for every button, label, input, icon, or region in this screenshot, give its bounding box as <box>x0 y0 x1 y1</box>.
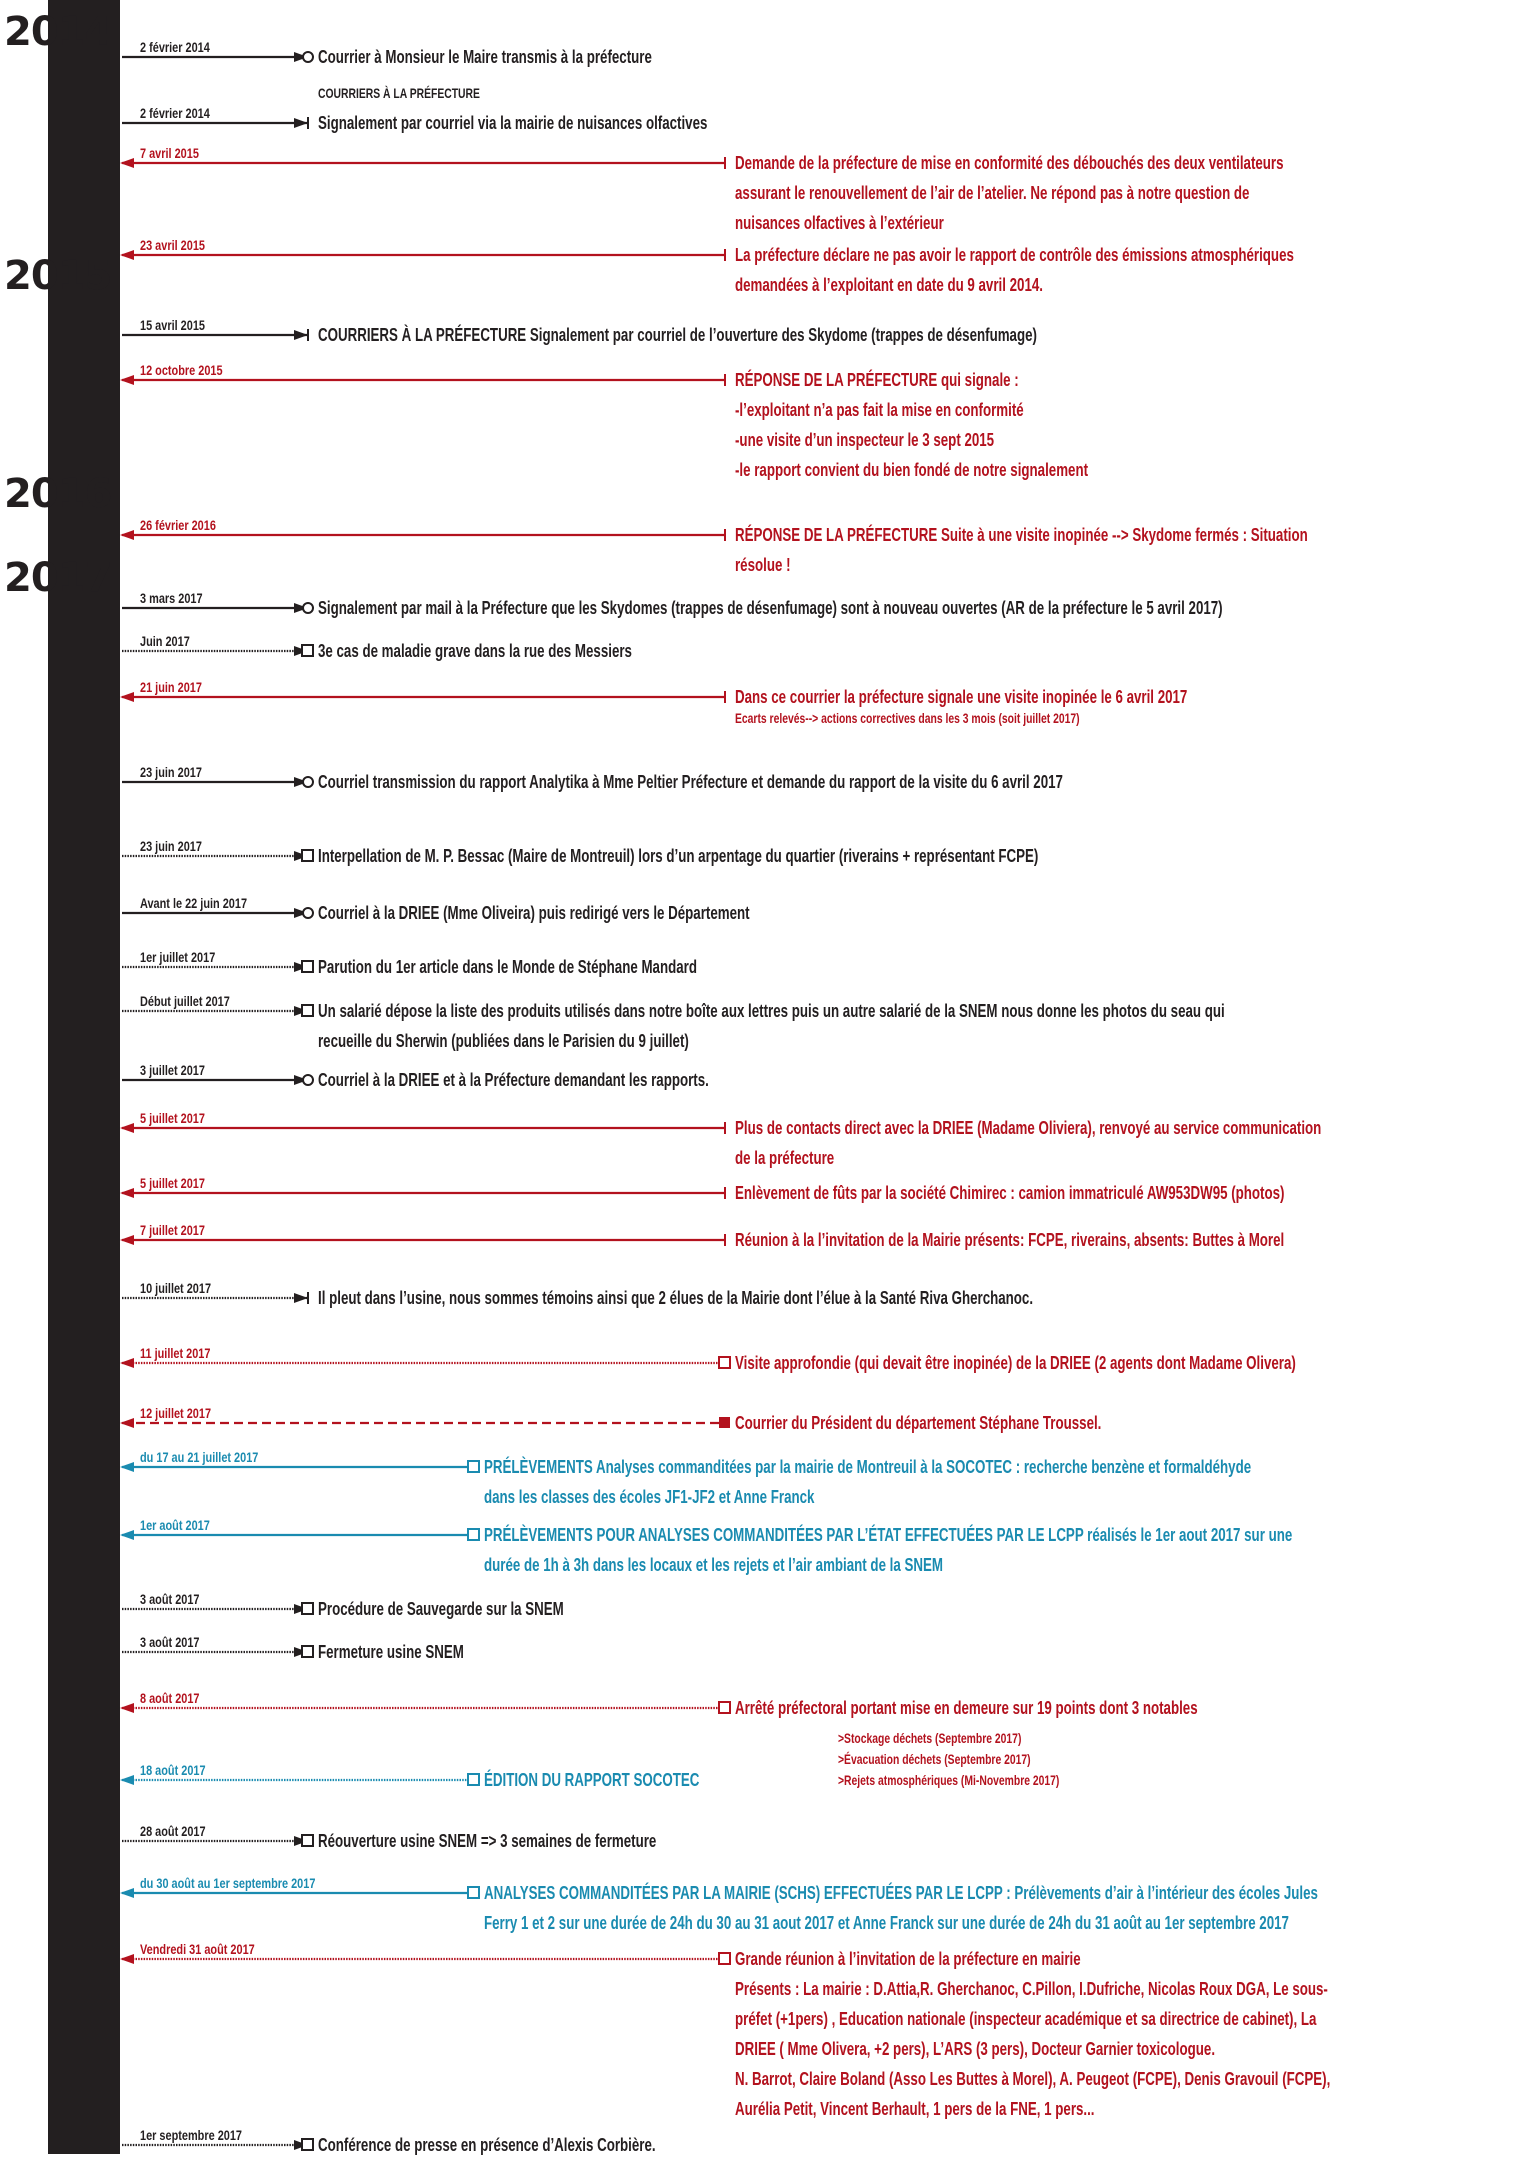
event-text-line: Courriel à la DRIEE et à la Préfecture demandant les rapports. <box>318 1069 709 1090</box>
event-text-line: Courriel à la DRIEE (Mme Oliveira) puis redirigé vers le Département <box>318 902 750 923</box>
event-date: Avant le 22 juin 2017 <box>140 895 248 911</box>
event-description <box>735 1178 1284 1208</box>
event-description <box>318 841 1038 871</box>
arrowhead-icon <box>120 375 134 385</box>
event-text-line: Un salarié dépose la liste des produits utilisés dans notre boîte aux lettres puis un autre salarié de la SNEM nous donne les photos du seau qui <box>318 1000 1225 1021</box>
event-text-line: Demande de la préfecture de mise en conformité des débouchés des deux ventilateurs <box>735 152 1284 173</box>
event-text-line: -une visite d’un inspecteur le 3 sept 2015 <box>735 429 995 450</box>
event-date: 7 juillet 2017 <box>140 1222 205 1238</box>
event-date: 1er août 2017 <box>140 1517 210 1533</box>
event-date: 5 juillet 2017 <box>140 1175 205 1191</box>
arrowhead-icon <box>120 1530 134 1540</box>
event-text-line: DRIEE ( Mme Olivera, +2 pers), L’ARS (3 pers), Docteur Garnier toxicologue. <box>735 2038 1216 2059</box>
event-text-line: COURRIERS À LA PRÉFECTURE Signalement par courriel de l’ouverture des Skydome (trappes de désenfumage) <box>318 324 1037 345</box>
year-label-2017: 2017 <box>4 555 112 601</box>
event-text-line: Plus de contacts direct avec la DRIEE (Madame Oliviera), renvoyé au service communication <box>735 1117 1322 1138</box>
event-date: 2 février 2014 <box>140 105 210 121</box>
event-date: 3 août 2017 <box>140 1591 200 1607</box>
event-text-line: PRÉLÈVEMENTS POUR ANALYSES COMMANDITÉES PAR L’ÉTAT EFFECTUÉES PAR LE LCPP réalisés le 1er aout 2017 sur une <box>484 1524 1293 1545</box>
square-marker-icon <box>302 1603 313 1614</box>
square-marker-icon <box>302 1646 313 1657</box>
event-description <box>735 240 1294 300</box>
event-date: 3 mars 2017 <box>140 590 203 606</box>
event-date: 3 août 2017 <box>140 1634 200 1650</box>
event-text-line: Courrier du Président du département Stéphane Troussel. <box>735 1412 1102 1433</box>
event-date: 1er septembre 2017 <box>140 2127 242 2143</box>
circle-marker-icon <box>303 52 313 62</box>
event-date: du 17 au 21 juillet 2017 <box>140 1449 259 1465</box>
event-text-line: recueille du Sherwin (publiées dans le Parisien du 9 juillet) <box>318 1030 689 1051</box>
event-description <box>318 108 707 138</box>
square-marker-icon <box>719 1702 730 1713</box>
arrowhead-icon <box>120 1123 134 1133</box>
event-date: 15 avril 2015 <box>140 317 205 333</box>
arrowhead-icon <box>120 158 134 168</box>
event-description <box>318 952 697 982</box>
event-date: 23 avril 2015 <box>140 237 205 253</box>
event-text-line: Interpellation de M. P. Bessac (Maire de Montreuil) lors d’un arpentage du quartier (riverains + représentant FCPE) <box>318 845 1039 866</box>
arrowhead-icon <box>120 1775 134 1785</box>
arrowhead-icon <box>120 1888 134 1898</box>
event-note-item: >Rejets atmosphériques (Mi-Novembre 2017) <box>838 1772 1060 1788</box>
event-description <box>735 1225 1284 1255</box>
event-text-line: Visite approfondie (qui devait être inopinée) de la DRIEE (2 agents dont Madame Olivera) <box>735 1352 1296 1373</box>
event-description <box>318 42 652 72</box>
event-description <box>484 1520 1292 1580</box>
event-text-line: Conférence de presse en présence d’Alexis Corbière. <box>318 2134 656 2155</box>
event-description <box>484 1765 699 1795</box>
event-text-line: préfet (+1pers) , Education nationale (inspecteur académique et sa directrice de cabinet), La <box>735 2008 1317 2029</box>
square-marker-icon <box>302 2139 313 2150</box>
square-marker-icon <box>302 645 313 656</box>
arrowhead-icon <box>120 1462 134 1472</box>
event-description <box>318 1594 564 1624</box>
event-date: 12 juillet 2017 <box>140 1405 212 1421</box>
event-text-line: assurant le renouvellement de l’air de l’atelier. Ne répond pas à notre question de <box>735 182 1250 203</box>
square-marker-icon <box>468 1887 479 1898</box>
event-date: 2 février 2014 <box>140 39 210 55</box>
event-text-line: ÉDITION DU RAPPORT SOCOTEC <box>484 1769 700 1790</box>
event-text-line: Réunion à la l’invitation de la Mairie présents: FCPE, riverains, absents: Buttes à Morel <box>735 1229 1285 1250</box>
event-description <box>484 1878 1318 1938</box>
event-description <box>318 1637 464 1667</box>
event-date: 21 juin 2017 <box>140 679 202 695</box>
circle-marker-icon <box>303 1075 313 1085</box>
square-marker-icon <box>302 1005 313 1016</box>
arrowhead-icon <box>120 692 134 702</box>
event-text-line: Procédure de Sauvegarde sur la SNEM <box>318 1598 564 1619</box>
arrowhead-icon <box>120 1418 134 1428</box>
event-text-line: Présents : La mairie : D.Attia,R. Gherchanoc, C.Pillon, I.Dufriche, Nicolas Roux DGA, Le sous- <box>735 1978 1328 1999</box>
event-date: 23 juin 2017 <box>140 764 202 780</box>
event-text-line: Grande réunion à l’invitation de la préfecture en mairie <box>735 1948 1081 1969</box>
event-date: Vendredi 31 août 2017 <box>140 1941 255 1957</box>
event-date: du 30 août au 1er septembre 2017 <box>140 1875 316 1891</box>
event-description <box>735 148 1284 238</box>
event-date: 28 août 2017 <box>140 1823 206 1839</box>
circle-marker-icon <box>303 603 313 613</box>
event-description <box>318 2130 656 2160</box>
arrowhead-icon <box>294 1293 308 1303</box>
event-description <box>735 1944 1330 2124</box>
event-note-item: >Stockage déchets (Septembre 2017) <box>838 1730 1022 1746</box>
event-text-line: résolue ! <box>735 554 791 575</box>
event-date: 5 juillet 2017 <box>140 1110 205 1126</box>
event-text-line: Fermeture usine SNEM <box>318 1641 464 1662</box>
square-marker-icon <box>468 1529 479 1540</box>
event-text-line: Enlèvement de fûts par la société Chimirec : camion immatriculé AW953DW95 (photos) <box>735 1182 1285 1203</box>
event-date: 10 juillet 2017 <box>140 1280 212 1296</box>
square-marker-icon <box>468 1461 479 1472</box>
event-text-line: Courriel transmission du rapport Analytika à Mme Peltier Préfecture et demande du rapport de la visite du 6 avril 2017 <box>318 771 1063 792</box>
event-description <box>735 365 1088 485</box>
event-description <box>318 996 1225 1056</box>
event-text-line: Ferry 1 et 2 sur une durée de 24h du 30 au 31 aout 2017 et Anne Franck sur une durée de 24h du 31 août au 1er septembre 2017 <box>484 1912 1289 1933</box>
year-label-2014: 2014 <box>4 9 112 55</box>
event-description <box>735 1408 1101 1438</box>
event-text-line: Aurélia Petit, Vincent Berhault, 1 pers de la FNE, 1 pers... <box>735 2098 1095 2119</box>
circle-marker-icon <box>303 908 313 918</box>
event-text-line: ANALYSES COMMANDITÉES PAR LA MAIRIE (SCHS) EFFECTUÉES PAR LE LCPP : Prélèvements d’air à l’intérieur des écoles Jules <box>484 1882 1318 1903</box>
event-date: 7 avril 2015 <box>140 145 199 161</box>
event-text-line: durée de 1h à 3h dans les locaux et les rejets et l’air ambiant de la SNEM <box>484 1554 943 1575</box>
event-text-line: -le rapport convient du bien fondé de notre signalement <box>735 459 1089 480</box>
event-date: 1er juillet 2017 <box>140 949 216 965</box>
square-marker-icon <box>302 1835 313 1846</box>
event-text-line: N. Barrot, Claire Boland (Asso Les Buttes à Morel), A. Peugeot (FCPE), Denis Gravouil (FCPE), <box>735 2068 1331 2089</box>
event-text-line: Courrier à Monsieur le Maire transmis à la préfecture <box>318 46 652 67</box>
arrowhead-icon <box>294 330 308 340</box>
event-text-line: Dans ce courrier la préfecture signale une visite inopinée le 6 avril 2017 <box>735 686 1188 707</box>
event-description <box>318 593 1223 623</box>
event-text-line: PRÉLÈVEMENTS Analyses commanditées par la mairie de Montreuil à la SOCOTEC : recherche benzène et formaldéhyde <box>484 1456 1252 1477</box>
arrowhead-icon <box>120 1235 134 1245</box>
square-marker-icon <box>302 850 313 861</box>
event-text-line: de la préfecture <box>735 1147 835 1168</box>
event-description <box>318 898 750 928</box>
event-date: 12 octobre 2015 <box>140 362 223 378</box>
event-description <box>735 1113 1321 1173</box>
event-text-line: La préfecture déclare ne pas avoir le rapport de contrôle des émissions atmosphériques <box>735 244 1294 265</box>
event-description <box>318 1826 656 1856</box>
arrowhead-icon <box>120 1358 134 1368</box>
event-date: 11 juillet 2017 <box>140 1345 211 1361</box>
event-description <box>318 1065 709 1095</box>
event-text-line: Réouverture usine SNEM => 3 semaines de fermeture <box>318 1830 657 1851</box>
year-label-2015: 2015 <box>4 253 112 299</box>
arrowhead-icon <box>120 1954 134 1964</box>
event-date: Juin 2017 <box>140 633 190 649</box>
arrowhead-icon <box>120 530 134 540</box>
event-note-item: >Évacuation déchets (Septembre 2017) <box>838 1751 1031 1767</box>
square-marker-icon <box>302 961 313 972</box>
circle-marker-icon <box>303 777 313 787</box>
event-description <box>735 520 1308 580</box>
square-marker-icon <box>468 1774 479 1785</box>
event-date: 23 juin 2017 <box>140 838 202 854</box>
arrowhead-icon <box>120 1188 134 1198</box>
square-marker-icon <box>719 1357 730 1368</box>
square-marker-icon <box>719 1953 730 1964</box>
event-description <box>318 636 632 666</box>
event-date: 26 février 2016 <box>140 517 216 533</box>
arrowhead-icon <box>120 1703 134 1713</box>
event-text-line: Signalement par mail à la Préfecture que les Skydomes (trappes de désenfumage) sont à nouveau ouvertes (AR de la préfecture le 5 avril 2017) <box>318 597 1223 618</box>
event-description <box>318 1283 1033 1313</box>
event-description <box>735 1348 1296 1378</box>
event-date: Début juillet 2017 <box>140 993 230 1009</box>
event-description <box>484 1452 1251 1512</box>
filled-square-marker-icon <box>719 1417 730 1428</box>
event-caption: COURRIERS À LA PRÉFECTURE <box>318 85 480 101</box>
event-text-line: demandées à l’exploitant en date du 9 avril 2014. <box>735 274 1043 295</box>
event-description <box>735 1693 1198 1723</box>
arrowhead-icon <box>120 250 134 260</box>
event-date: 8 août 2017 <box>140 1690 200 1706</box>
event-date: 18 août 2017 <box>140 1762 206 1778</box>
event-text-line: 3e cas de maladie grave dans la rue des Messiers <box>318 640 632 661</box>
event-text-line: Parution du 1er article dans le Monde de Stéphane Mandard <box>318 956 697 977</box>
event-text-line: Il pleut dans l’usine, nous sommes témoins ainsi que 2 élues de la Mairie dont l’élue à la Santé Riva Gherchanoc. <box>318 1287 1034 1308</box>
event-text-line: dans les classes des écoles JF1-JF2 et Anne Franck <box>484 1486 815 1507</box>
event-text-line: Signalement par courriel via la mairie de nuisances olfactives <box>318 112 708 133</box>
arrowhead-icon <box>294 118 308 128</box>
event-description <box>318 320 1037 350</box>
event-text-line: Arrêté préfectoral portant mise en demeure sur 19 points dont 3 notables <box>735 1697 1198 1718</box>
event-text-line: -l’exploitant n’a pas fait la mise en conformité <box>735 399 1024 420</box>
event-text-line: RÉPONSE DE LA PRÉFECTURE Suite à une visite inopinée --> Skydome fermés : Situation <box>735 524 1308 545</box>
event-text-line: nuisances olfactives à l’extérieur <box>735 212 944 233</box>
year-label-2016: 2016 <box>4 471 112 517</box>
event-description <box>318 767 1063 797</box>
event-note: Ecarts relevés--> actions correctives dans les 3 mois (soit juillet 2017) <box>735 710 1080 726</box>
event-text-line: RÉPONSE DE LA PRÉFECTURE qui signale : <box>735 369 1019 390</box>
event-date: 3 juillet 2017 <box>140 1062 205 1078</box>
